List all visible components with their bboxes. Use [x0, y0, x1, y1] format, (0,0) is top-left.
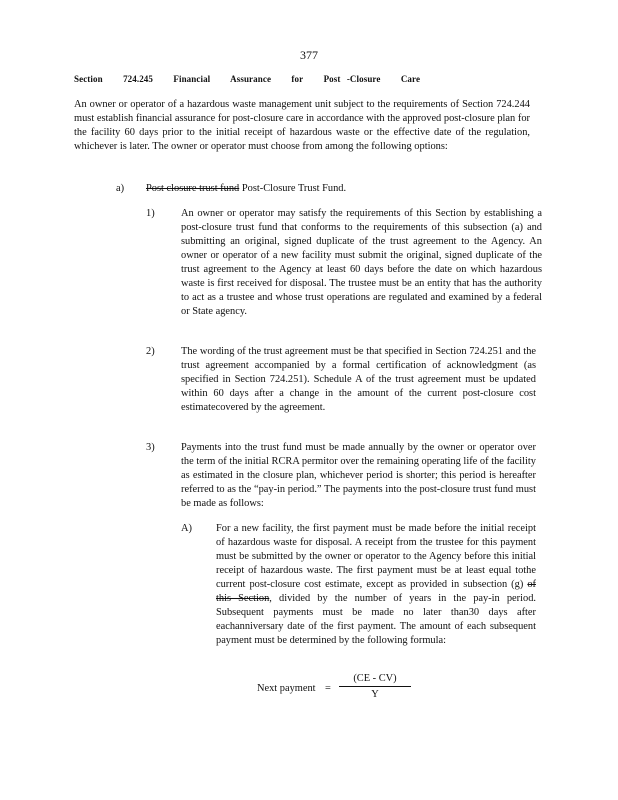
subsection-a-title	[146, 182, 536, 196]
heading-title-word: Financial	[173, 74, 211, 84]
formula-lhs: Next payment	[257, 683, 316, 694]
struck-text: of this Section	[216, 579, 536, 604]
heading-section-word: Section	[74, 74, 103, 84]
item-A-text	[216, 522, 536, 648]
heading-title-word: for	[291, 74, 304, 84]
formula-denominator: Y	[371, 689, 379, 700]
heading-title-word: Care	[400, 74, 421, 84]
heading-title-word: Assurance	[230, 74, 272, 84]
formula-numerator: (CE - CV)	[339, 673, 411, 687]
heading-section-number: 724.245	[123, 74, 154, 84]
page-number: 377	[300, 48, 318, 62]
subsection-a-label: a)	[116, 183, 125, 194]
item-1-text: An owner or operator may satisfy the requirements of this Section by establishing a post-closure trust fund that conforms to the requirements of this subsection (a) and submitting an original, signed duplicate of the trust agreement to the Agency. An owner or operator of a new facility must submit the original, signed duplicate of the trust agreement to the Agency at least 60 days before the date on which hazardous waste is first received for disposal. The trustee must be an entity that has the authority to act as a trustee and whose trust operations are regulated and examined by a federal or State agency.	[181, 208, 542, 317]
intro-paragraph: An owner or operator of a hazardous waste management unit subject to the requirements of Section 724.244 must establish financial assurance for post-closure care in accordance with the approved post-closure plan for the facility 60 days prior to the initial receipt of hazardous waste or the effective date of the regulation, whichever is later. The owner or operator must choose from among the following options:	[74, 99, 530, 152]
heading-title-word: Post	[323, 74, 341, 84]
heading-title-word: -Closure	[346, 74, 381, 84]
item-1-label: 1)	[146, 208, 155, 219]
item-A-text-before: For a new facility, the first payment must be made before the initial receipt of hazardous waste for disposal. A receipt from the trustee for this payment must be submitted by the owner or operator to the Agency before this initial receipt of hazardous waste. The first payment must be at least equal tothe current post-closure cost estimate, except as provided in subsection (g)	[216, 523, 536, 590]
item-2-text: The wording of the trust agreement must be that specified in Section 724.251 and the trust agreement accompanied by a formal certification of acknowledgment (as specified in Section 724.251). Schedule A of the trust agreement must be updated within 60 days after a change in the amount of the current post-closure cost estimatecovered by the agreement.	[181, 346, 536, 413]
item-3-label: 3)	[146, 442, 155, 453]
item-3-text: Payments into the trust fund must be made annually by the owner or operator over the term of the initial RCRA permitor over the remaining operating life of the facility as estimated in the closure plan, whichever period is shorter; this period is hereafter referred to as the “pay-in period.” The payments into the post-closure trust fund must be made as follows:	[181, 442, 536, 509]
item-A-text-after: , divided by the number of years in the pay-in period. Subsequent payments must be made no later than30 days after eachanniversary date of the first payment. The amount of each subsequent payment must be determined by the following formula:	[216, 593, 537, 646]
item-A-label: A)	[181, 523, 192, 534]
subsection-a-title-text: Post-Closure Trust Fund.	[241, 183, 347, 194]
section-heading	[74, 74, 438, 84]
item-2-label: 2)	[146, 346, 155, 357]
formula-equals: =	[325, 683, 331, 694]
formula-fraction	[339, 673, 411, 700]
struck-text: Post closure trust fund	[146, 183, 240, 194]
